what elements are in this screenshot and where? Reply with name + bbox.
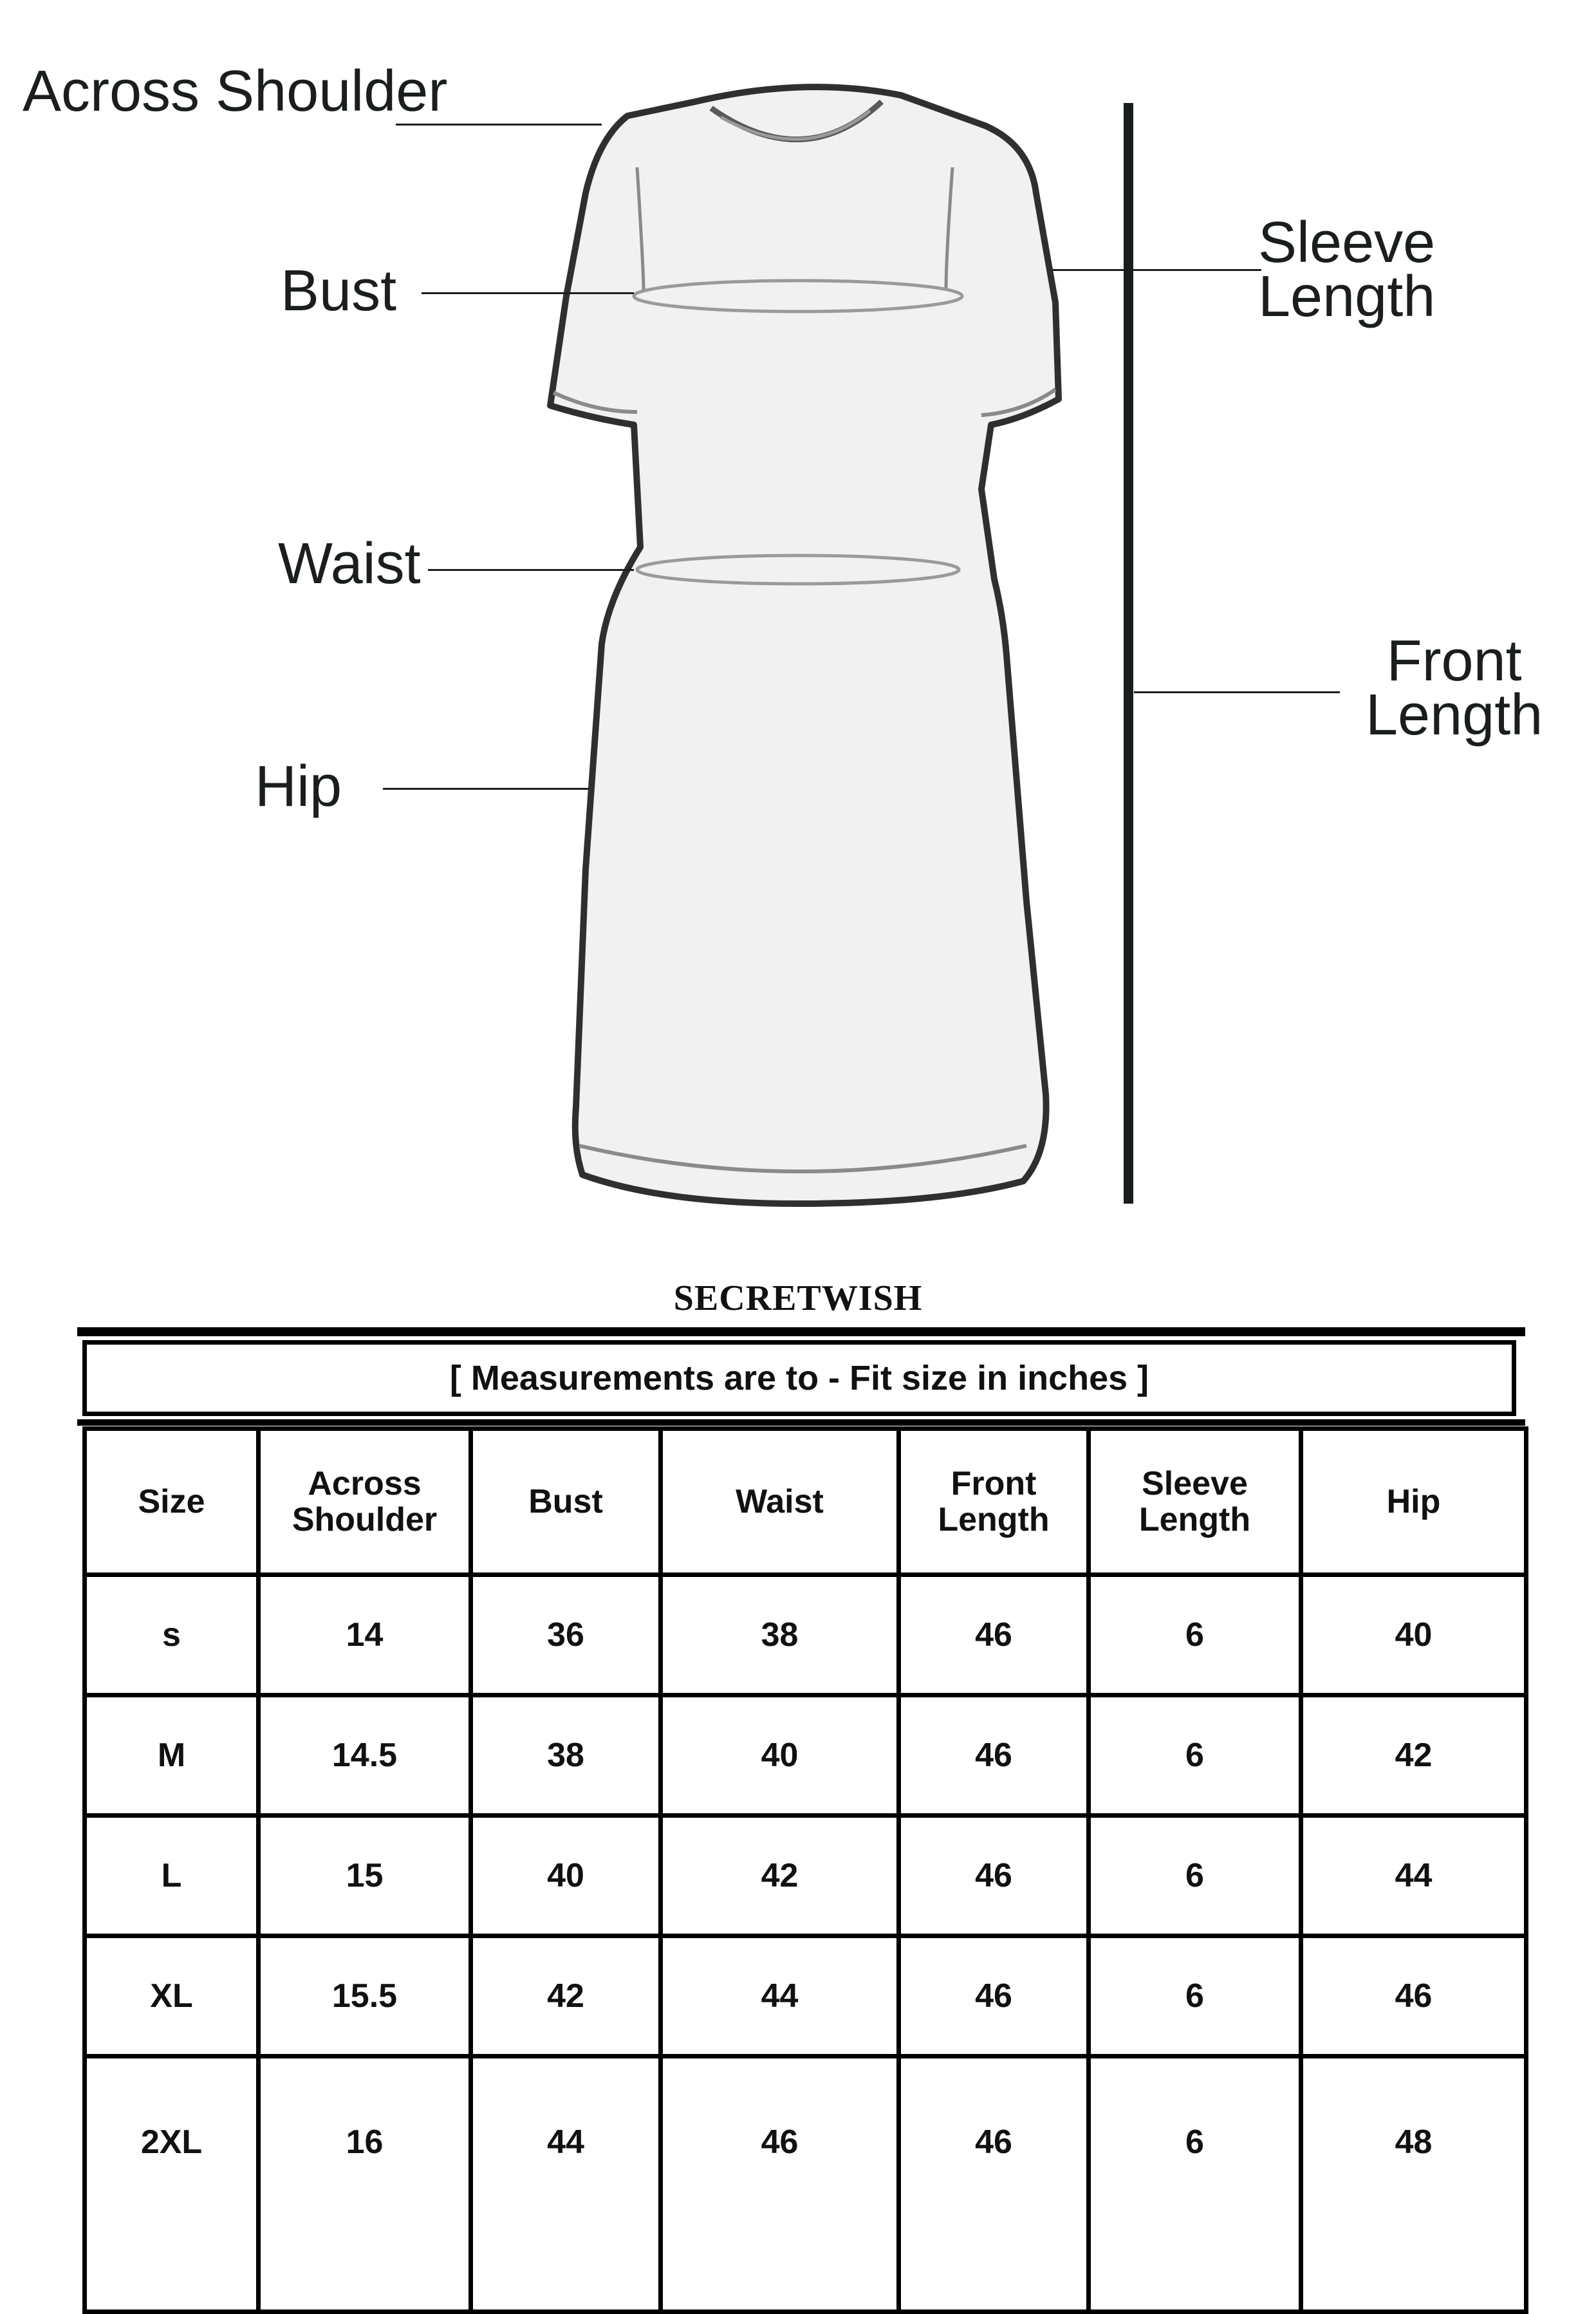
cell-size: XL [85,1936,259,2057]
brand-name: SECRETWISH [673,1278,923,1318]
cell-sleeve-length: 6 [1089,1816,1301,1936]
table-row [85,2057,1526,2312]
cell-bust: 44 [471,2057,661,2312]
cell-front-length: 46 [899,2057,1089,2312]
hip-leader [383,788,589,790]
cell-across-shoulder: 15 [259,1816,471,1936]
cell-across-shoulder: 14.5 [259,1695,471,1816]
header-size: Size [85,1429,259,1575]
cell-sleeve-length: 6 [1089,1575,1301,1695]
cell-front-length: 46 [899,1936,1089,2057]
cell-size: L [85,1816,259,1936]
table-row [85,1575,1526,1695]
cell-waist: 38 [661,1575,899,1695]
cell-front-length: 46 [899,1816,1089,1936]
table-row [85,1695,1526,1816]
dress-outline [550,87,1059,1204]
cell-hip: 40 [1301,1575,1526,1695]
table-row [85,1816,1526,1936]
table-header-row [85,1429,1526,1575]
hip-label: Hip [255,754,342,819]
header-across-shoulder: Across Shoulder [259,1429,471,1575]
cell-across-shoulder: 15.5 [259,1936,471,2057]
cell-front-length: 46 [899,1695,1089,1816]
cell-hip: 42 [1301,1695,1526,1816]
cell-across-shoulder: 14 [259,1575,471,1695]
cell-sleeve-length: 6 [1089,2057,1301,2312]
cell-bust: 36 [471,1575,661,1695]
cell-across-shoulder: 16 [259,2057,471,2312]
sleeve-length-leader [1052,269,1261,271]
cell-sleeve-length: 6 [1089,1936,1301,2057]
cell-size: s [85,1575,259,1695]
bust-leader [422,292,634,294]
front-length-label: Front Length [1366,629,1543,747]
cell-sleeve-length: 6 [1089,1695,1301,1816]
cell-hip: 48 [1301,2057,1526,2312]
cell-bust: 42 [471,1936,661,2057]
measurement-note: [ Measurements are to - Fit size in inches ] [449,1359,1149,1397]
header-bust: Bust [471,1429,661,1575]
cell-size: 2XL [85,2057,259,2312]
cell-waist: 46 [661,2057,899,2312]
cell-bust: 40 [471,1816,661,1936]
waist-label: Waist [278,532,421,596]
cell-bust: 38 [471,1695,661,1816]
header-sleeve-length: Sleeve Length [1089,1429,1301,1575]
front-length-leader [1134,691,1340,693]
waist-leader [428,569,634,571]
top-rule [77,1327,1525,1336]
bust-label: Bust [281,259,397,323]
cell-hip: 46 [1301,1936,1526,2057]
header-waist: Waist [661,1429,899,1575]
front-length-bar [1124,103,1133,1204]
measurement-note-box [82,1340,1516,1416]
sleeve-length-label: Sleeve Length [1258,210,1436,329]
header-front-length: Front Length [899,1429,1089,1575]
across-shoulder-leader [396,124,602,126]
cell-waist: 42 [661,1816,899,1936]
size-chart-table [82,1426,1528,2314]
cell-size: M [85,1695,259,1816]
cell-waist: 44 [661,1936,899,2057]
cell-hip: 44 [1301,1816,1526,1936]
header-rule [77,1419,1525,1426]
cell-waist: 40 [661,1695,899,1816]
across-shoulder-label: Across Shoulder [23,59,448,124]
header-hip: Hip [1301,1429,1526,1575]
cell-front-length: 46 [899,1575,1089,1695]
table-row [85,1936,1526,2057]
